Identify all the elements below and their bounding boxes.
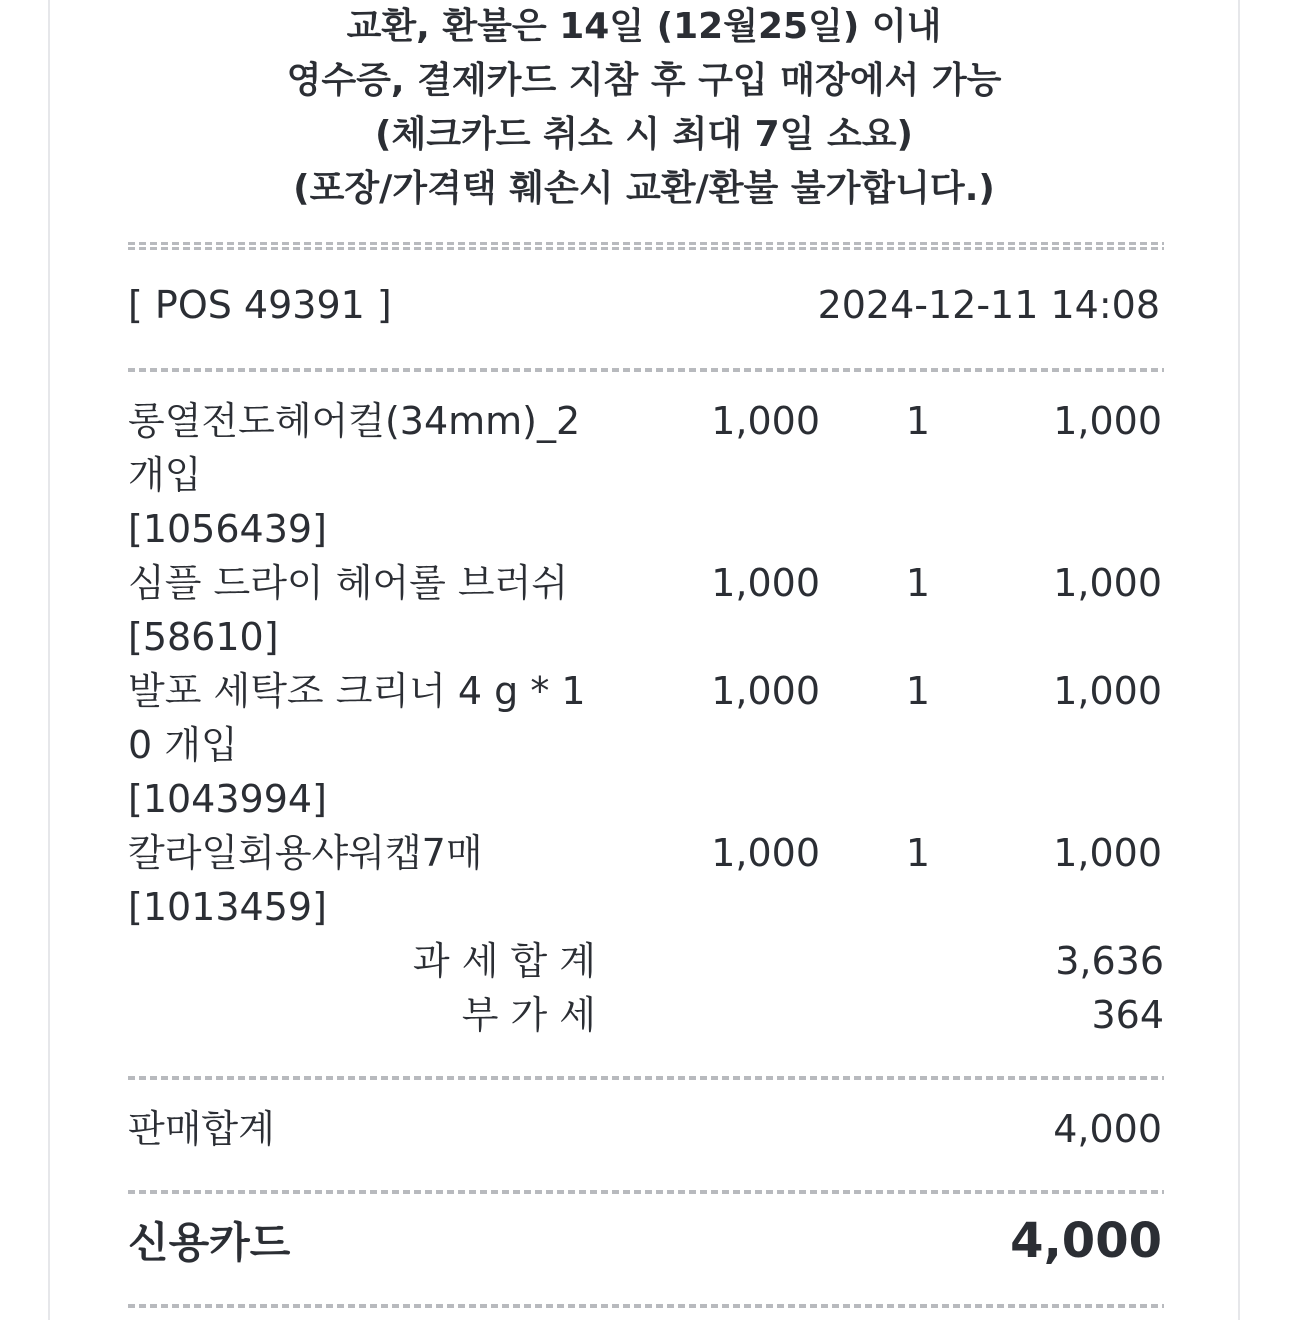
item-name <box>128 394 608 556</box>
item-name-line: 발포 세탁조 크리너 4 g * 1 <box>128 669 586 713</box>
item-name-line: 롱열전도헤어컬(34mm)_2 <box>128 399 581 443</box>
notice-line-2: 영수증, 결제카드 지참 후 구입 매장에서 가능 <box>286 60 1002 101</box>
item-code: [1056439] <box>128 507 327 551</box>
item-price: 1,000 <box>711 831 820 875</box>
dashed-divider <box>128 1304 1164 1308</box>
item-name-line: 0 개입 <box>128 723 238 767</box>
credit-card-label: 신용카드 <box>128 1218 291 1267</box>
item-name-line: 심플 드라이 헤어롤 브러쉬 <box>128 561 569 605</box>
item-qty: 1 <box>905 561 930 605</box>
item-code: [58610] <box>128 615 279 659</box>
notice-line-3: (체크카드 취소 시 최대 7일 소요) <box>375 114 913 155</box>
item-qty: 1 <box>905 399 930 443</box>
double-divider <box>128 242 1164 250</box>
item-name-line: 개입 <box>128 453 202 497</box>
taxable-total-label: 과 세 합 계 <box>412 939 596 983</box>
sales-total-label: 판매합계 <box>128 1107 275 1151</box>
item-code: [1013459] <box>128 885 327 929</box>
item-name-line: 칼라일회용샤워캡7매 <box>128 831 483 875</box>
item-qty: 1 <box>905 669 930 713</box>
item-amount: 1,000 <box>1053 831 1162 875</box>
item-name <box>128 664 608 826</box>
vat-label: 부 가 세 <box>461 993 596 1037</box>
item-price: 1,000 <box>711 561 820 605</box>
sales-total-value: 4,000 <box>1053 1107 1162 1151</box>
item-qty: 1 <box>905 831 930 875</box>
item-price: 1,000 <box>711 669 820 713</box>
dashed-divider <box>128 1076 1164 1080</box>
item-name <box>128 556 608 664</box>
dashed-divider <box>128 1190 1164 1194</box>
credit-card-amount: 4,000 <box>1010 1213 1162 1269</box>
notice-line-1: 교환, 환불은 14일 (12월25일) 이내 <box>346 6 942 47</box>
dashed-divider <box>128 368 1164 372</box>
item-amount: 1,000 <box>1053 399 1162 443</box>
item-amount: 1,000 <box>1053 561 1162 605</box>
transaction-datetime: 2024-12-11 14:08 <box>817 283 1160 327</box>
pos-number: [ POS 49391 ] <box>128 283 392 327</box>
refund-notice <box>50 0 1238 216</box>
item-amount: 1,000 <box>1053 669 1162 713</box>
item-name <box>128 826 608 934</box>
vat-value: 364 <box>1091 993 1164 1037</box>
item-code: [1043994] <box>128 777 327 821</box>
item-price: 1,000 <box>711 399 820 443</box>
notice-line-4: (포장/가격택 훼손시 교환/환불 불가합니다.) <box>293 168 995 209</box>
taxable-total-value: 3,636 <box>1055 939 1164 983</box>
receipt <box>48 0 1240 1320</box>
